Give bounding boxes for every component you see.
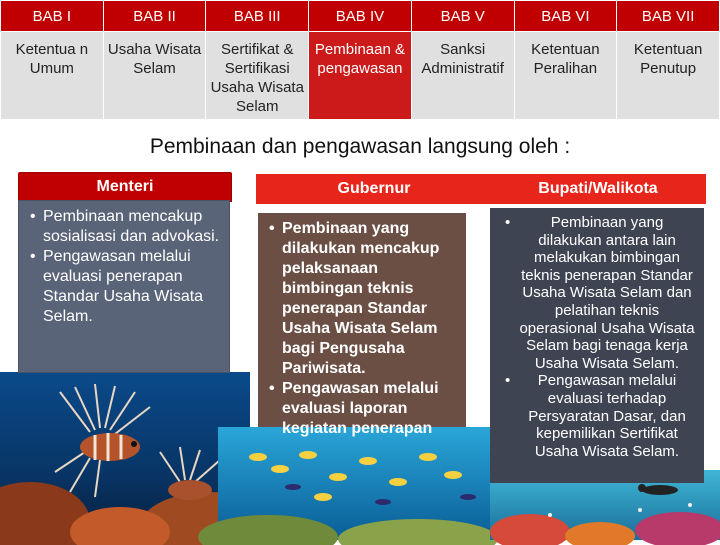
- bupati-point: • Pengawasan melalui evaluasi terhadap Persyaratan Dasar, dan kepemilikan Sertifikat Usaha Wisata Selam.: [518, 372, 696, 460]
- fish-school-illustration: [218, 427, 490, 540]
- bupati-title: Bupati/Walikota: [490, 174, 706, 204]
- gubernur-points: [268, 219, 460, 439]
- lionfish-reef-illustration: [0, 372, 250, 540]
- bab-header-row: [1, 1, 720, 32]
- bab-description: Ketentuan Peralihan: [514, 32, 617, 120]
- gubernur-point: • Pengawasan melalui evaluasi laporan kegiatan penerapan: [282, 379, 460, 439]
- bab-header: BAB V: [411, 1, 514, 32]
- bab-description: Ketentua n Umum: [1, 32, 104, 120]
- bupati-points: [504, 214, 696, 460]
- bupati-box: [490, 208, 704, 483]
- lionfish-reef-photo: [0, 372, 250, 540]
- section-subtitle: Pembinaan dan pengawasan langsung oleh :: [149, 135, 571, 158]
- bab-header: BAB III: [206, 1, 309, 32]
- bab-header: BAB VI: [514, 1, 617, 32]
- fish-school-photo: [218, 427, 490, 540]
- bab-header: BAB VII: [617, 1, 720, 32]
- menteri-point: • Pengawasan melalui evaluasi penerapan Standar Usaha Wisata Selam.: [43, 247, 223, 327]
- bab-description: Sertifikat & Sertifikasi Usaha Wisata Selam: [206, 32, 309, 120]
- gubernur-title: Gubernur: [256, 174, 492, 204]
- bab-description: Ketentuan Penutup: [617, 32, 720, 120]
- bab-description-highlighted: Pembinaan & pengawasan: [309, 32, 412, 120]
- gubernur-box: [258, 213, 466, 437]
- bab-header: BAB IV: [309, 1, 412, 32]
- bab-header: BAB II: [103, 1, 206, 32]
- menteri-point: • Pembinaan mencakup sosialisasi dan advokasi.: [43, 207, 223, 247]
- bab-description: Usaha Wisata Selam: [103, 32, 206, 120]
- bab-header: BAB I: [1, 1, 104, 32]
- bab-description-row: [1, 32, 720, 120]
- bab-description: Sanksi Administratif: [411, 32, 514, 120]
- bupati-point: • Pembinaan yang dilakukan antara lain melakukan bimbingan teknis penerapan Standar Usaha Wisata Selam dan pelatihan teknis operasional Usaha Wisata Selam bagi tenaga kerja Usaha Wisata Selam.: [518, 214, 696, 372]
- menteri-box: [18, 200, 230, 373]
- bab-table: [0, 0, 720, 120]
- menteri-title: Menteri: [18, 172, 232, 202]
- menteri-points: [29, 207, 223, 327]
- gubernur-point: • Pembinaan yang dilakukan mencakup pelaksanaan bimbingan teknis penerapan Standar Usaha Wisata Selam bagi Pengusaha Pariwisata.: [282, 219, 460, 379]
